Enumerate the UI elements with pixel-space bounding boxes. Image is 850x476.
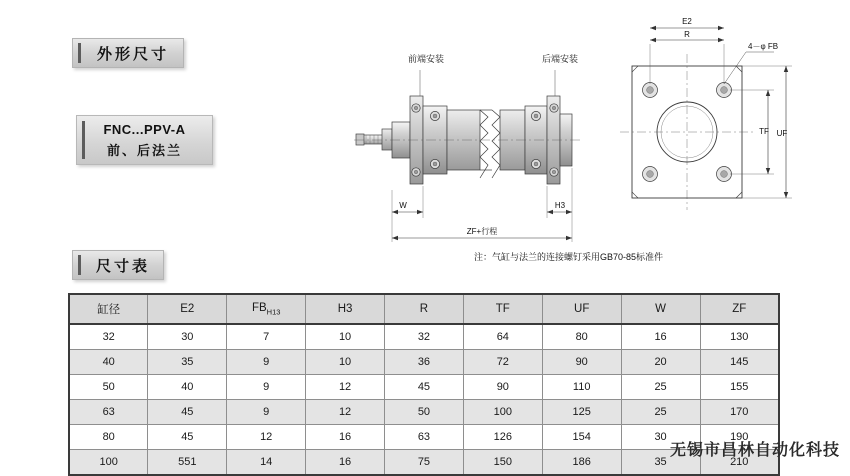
cell-bore: 80 [69, 425, 148, 450]
table-row [69, 324, 779, 350]
cell-bore: 50 [69, 375, 148, 400]
col-e2: E2 [148, 294, 227, 324]
svg-text:4－φ FB: 4－φ FB [748, 42, 779, 51]
cell-e2: 35 [148, 350, 227, 375]
cell-tf: 126 [463, 425, 542, 450]
cell-tf: 90 [463, 375, 542, 400]
cell-zf: 190 [700, 425, 779, 450]
table-row [69, 350, 779, 375]
cell-h3: 10 [306, 350, 385, 375]
cell-w: 35 [621, 450, 700, 476]
section-header-outline-dimensions [72, 38, 184, 68]
cell-h3: 10 [306, 324, 385, 350]
cell-w: 20 [621, 350, 700, 375]
cell-r: 63 [385, 425, 464, 450]
cell-uf: 186 [542, 450, 621, 476]
table-row [69, 400, 779, 425]
cell-zf: 155 [700, 375, 779, 400]
cell-zf: 170 [700, 400, 779, 425]
section-header-dimension-table-label: 尺寸表 [95, 257, 150, 275]
cell-r: 75 [385, 450, 464, 476]
cell-h3: 12 [306, 400, 385, 425]
col-w: W [621, 294, 700, 324]
table-header-row [69, 294, 779, 324]
col-zf: ZF [700, 294, 779, 324]
cell-fb: 9 [227, 375, 306, 400]
cell-fb: 14 [227, 450, 306, 476]
cell-tf: 64 [463, 324, 542, 350]
col-bore: 缸径 [69, 294, 148, 324]
table-row [69, 375, 779, 400]
section-header-outline-dimensions-label: 外形尺寸 [96, 45, 169, 63]
cell-bore: 63 [69, 400, 148, 425]
cell-bore: 100 [69, 450, 148, 476]
cell-h3: 16 [306, 425, 385, 450]
cell-bore: 40 [69, 350, 148, 375]
label-front-mount: 前端安装 [408, 54, 445, 64]
col-uf: UF [542, 294, 621, 324]
cell-uf: 110 [542, 375, 621, 400]
cell-zf: 145 [700, 350, 779, 375]
cell-e2: 551 [148, 450, 227, 476]
cell-r: 32 [385, 324, 464, 350]
cell-fb: 9 [227, 350, 306, 375]
cylinder-drawing-svg [350, 10, 830, 275]
svg-text:W: W [399, 201, 407, 210]
cell-fb: 12 [227, 425, 306, 450]
cell-bore: 32 [69, 324, 148, 350]
cell-zf: 210 [700, 450, 779, 476]
cell-w: 16 [621, 324, 700, 350]
svg-text:H3: H3 [554, 201, 566, 210]
col-h3: H3 [306, 294, 385, 324]
svg-text:R: R [684, 30, 690, 39]
cell-tf: 100 [463, 400, 542, 425]
col-tf: TF [463, 294, 542, 324]
cell-e2: 30 [148, 324, 227, 350]
cell-uf: 80 [542, 324, 621, 350]
drawing-note: 注：气缸与法兰的连接螺钉采用GB70-85标准件 [474, 252, 664, 262]
cell-uf: 125 [542, 400, 621, 425]
cell-tf: 72 [463, 350, 542, 375]
dimension-table-head [69, 294, 779, 324]
company-name: 无锡市昌林自动化科技 [669, 442, 840, 459]
cell-fb: 9 [227, 400, 306, 425]
col-r: R [385, 294, 464, 324]
svg-text:TF: TF [759, 127, 769, 136]
section-header-dimension-table [72, 250, 164, 280]
technical-drawing [350, 10, 830, 275]
label-rear-mount: 后端安装 [542, 54, 579, 64]
cell-e2: 45 [148, 425, 227, 450]
col-fb: $FB_{H13}$ [227, 294, 306, 324]
cell-fb: 7 [227, 324, 306, 350]
cell-h3: 16 [306, 450, 385, 476]
cell-r: 45 [385, 375, 464, 400]
cell-r: 36 [385, 350, 464, 375]
model-plate-line1: FNC...PPV-A [103, 121, 186, 137]
svg-text:E2: E2 [682, 17, 692, 26]
cell-uf: 90 [542, 350, 621, 375]
cell-w: 25 [621, 375, 700, 400]
model-plate-line2: 前、后法兰 [106, 142, 182, 158]
cell-w: 30 [621, 425, 700, 450]
svg-text:ZF+行程: ZF+行程 [466, 227, 498, 236]
cell-e2: 45 [148, 400, 227, 425]
cell-e2: 40 [148, 375, 227, 400]
cell-zf: 130 [700, 324, 779, 350]
model-plate [76, 115, 213, 165]
cell-tf: 150 [463, 450, 542, 476]
cell-w: 25 [621, 400, 700, 425]
svg-text:UF: UF [776, 129, 788, 138]
cell-h3: 12 [306, 375, 385, 400]
cell-uf: 154 [542, 425, 621, 450]
cell-r: 50 [385, 400, 464, 425]
